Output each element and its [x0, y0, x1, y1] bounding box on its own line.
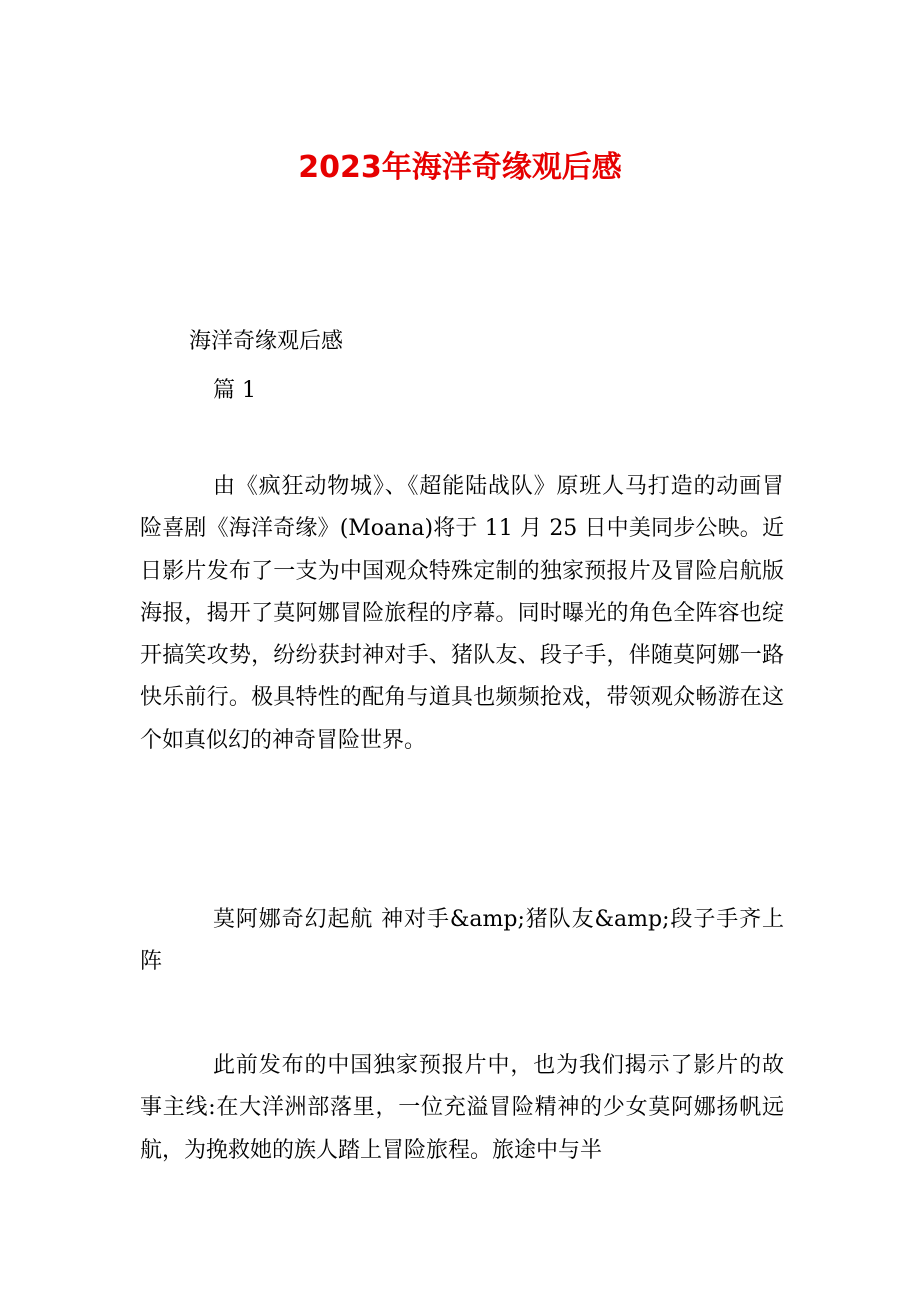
document-subtitle: 海洋奇缘观后感 — [189, 329, 344, 354]
paragraph-story: 此前发布的中国独家预报片中，也为我们揭示了影片的故事主线:在大洋洲部落里，一位充溢冒险精神的少女莫阿娜扬帆远航，为挽救她的族人踏上冒险旅程。旅途中与半 — [140, 1053, 784, 1163]
document-title: 2023年海洋奇缘观后感 — [298, 150, 622, 185]
section-label: 篇 1 — [213, 378, 256, 403]
paragraph-heading: 莫阿娜奇幻起航 神对手&amp;猪队友&amp;段子手齐上阵 — [140, 907, 784, 975]
paragraph-intro: 由《疯狂动物城》、《超能陆战队》原班人马打造的动画冒险喜剧《海洋奇缘》(Moana)将于 11 月 25 日中美同步公映。近日影片发布了一支为中国观众特殊定制的独家预报片及冒险启航版海报，揭开了莫阿娜冒险旅程的序幕。同时曝光的角色全阵容也绽开搞笑攻势，纷纷获封神对手、猪队友、段子手，伴随莫阿娜一路快乐前行。极具特性的配角与道具也频频抢戏，带领观众畅游在这个如真似幻的神奇冒险世界。 — [140, 474, 784, 753]
